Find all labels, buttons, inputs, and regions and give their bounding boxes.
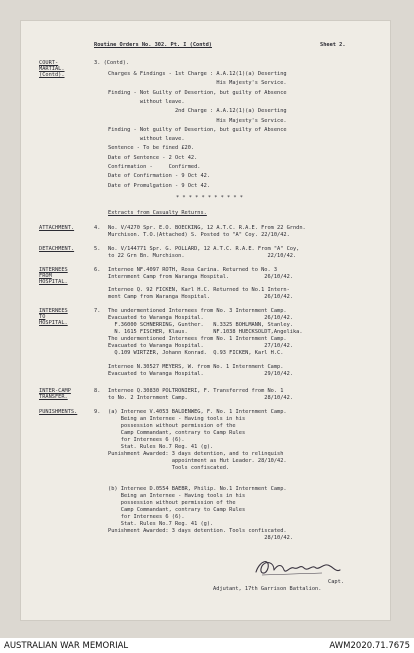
extracts-heading: Extracts from Casualty Returns.	[108, 210, 207, 216]
internees-from-hospital-label-2: FROM	[39, 273, 52, 279]
attachment-line: Murchison. T.O.(Attached) S. Posted to "A" Coy. 22/10/42.	[108, 231, 290, 238]
court-martial-line: Confirmation - Confirmed.	[108, 164, 201, 170]
footer-bar	[0, 638, 414, 653]
internees-from-hospital-number: 6.	[94, 267, 101, 273]
inter-camp-line: Internee Q.30830 POLTRONIERI, F. Transferred from No. 1	[108, 388, 284, 394]
routine-orders-title: Routine Orders No. 302. Pt. I (Contd)	[94, 42, 212, 48]
court-martial-line: His Majesty's Service.	[108, 117, 287, 124]
punishment-a-line: (a) Internee V.4053 BALDENWEG, F. No. 1 Internment Camp.	[108, 409, 287, 415]
internees-from-hospital-label-3: HOSPITAL.	[39, 279, 68, 285]
detachment-label: DETACHMENT.	[39, 246, 75, 252]
internees-to-hospital-number: 7.	[94, 308, 101, 314]
court-martial-line: Sentence - To be fined £20.	[108, 145, 195, 152]
punishment-a-line: Camp Commandant, contrary to Camp Rules	[108, 430, 246, 436]
court-martial-line: His Majesty's Service.	[108, 80, 287, 87]
internees-to-hospital-label-1: INTERNEES	[39, 308, 68, 314]
attachment-number: 4.	[94, 225, 101, 231]
court-martial-line: Date of Promulgation - 9 Oct 42.	[108, 182, 211, 189]
internees-from-hospital-line: Internee NF.4097 ROTH, Rosa Carina. Returned to No. 3	[108, 267, 278, 273]
court-martial-line: without leave.	[108, 136, 185, 143]
court-martial-label-2: MARTIAL.	[39, 66, 65, 72]
punishment-b-line: 28/10/42.	[108, 535, 293, 541]
internees-to-hospital-line: Q.109 WIRTZER, Johann Konrad. Q.93 FICKEN, Karl H.C.	[108, 350, 284, 356]
court-martial-line: Finding - Not guilty of Desertion, but guilty of Absence	[108, 126, 287, 133]
inter-camp-label-1: INTER-CAMP	[39, 388, 71, 394]
footer-institution: AUSTRALIAN WAR MEMORIAL	[4, 641, 129, 651]
detachment-line: to 22 Grn Bn. Murchison. 22/10/42.	[108, 252, 297, 259]
punishment-a-line: appointment as Hut Leader. 28/10/42.	[108, 458, 287, 464]
punishment-a-line: Punishment Awarded: 3 days detention, and to relinquish	[108, 451, 284, 457]
punishment-b-line: Stat. Rules No.7 Reg. 41 (g).	[108, 521, 214, 527]
court-martial-number: 3. (Contd).	[94, 60, 130, 66]
internees-to-hospital-line: N. 1615 FISCHER, Klaus. NF.1038 HUECKSOLDT,Angelika.	[108, 329, 303, 335]
attachment-line: No. V/4270 Spr. E.O. BOECKING, 12 A.T.C. R.A.E. From 22 Grndn.	[108, 225, 306, 231]
internees-to-hospital-line: The undermentioned Internees from No. 1 Internment Camp.	[108, 336, 287, 342]
signatory-appointment: Adjutant, 17th Garrison Battalion.	[213, 586, 322, 592]
signatory-rank: Capt.	[328, 579, 344, 585]
inter-camp-line: to No. 2 Internment Camp. 28/10/42.	[108, 394, 293, 401]
punishments-number: 9.	[94, 409, 101, 415]
section-divider-stars: * * * * * * * * * * *	[176, 195, 243, 201]
court-martial-line: Charges & Findings - 1st Charge : A.A.12(1)(a) Deserting	[108, 71, 287, 77]
sheet-number: Sheet 2.	[320, 42, 346, 48]
court-martial-line: without leave.	[108, 98, 185, 105]
punishment-a-line: possession without permission of the	[108, 423, 236, 429]
inter-camp-number: 8.	[94, 388, 101, 394]
punishment-b-line: Being an Internee - Having tools in his	[108, 493, 246, 499]
punishment-b-line: (b) Internee D.0554 BAEBR, Philip. No.1 Internment Camp.	[108, 486, 287, 492]
court-martial-line: Date of Sentence - 2 Oct 42.	[108, 154, 198, 161]
handwritten-signature	[252, 556, 342, 578]
internees-to-hospital-line: Evacuated to Waranga Hospital. 29/10/42.	[108, 371, 293, 377]
court-martial-label-3: (Contd).	[39, 72, 65, 78]
punishment-b-line: Camp Commandant, contrary to Camp Rules	[108, 507, 246, 513]
internees-to-hospital-line: F.36000 SCHNERRING, Gunther. N.3325 BOHLMANN, Stanley.	[108, 322, 293, 328]
court-martial-line: 2nd Charge : A.A.12(1)(a) Deserting	[108, 108, 287, 115]
court-martial-label-1: COURT-	[39, 60, 59, 66]
internees-to-hospital-label-2: TO	[39, 314, 46, 320]
internees-to-hospital-line: Evacuated to Waranga Hospital. 27/10/42.	[108, 343, 293, 349]
punishment-a-line: for Internees 6 (6).	[108, 437, 185, 443]
footer-accession-number: AWM2020.71.7675	[329, 641, 410, 651]
punishment-b-line: Punishment Awarded: 3 days detention. Tools confiscated.	[108, 528, 287, 534]
punishment-b-line: possession without permission of the	[108, 500, 236, 506]
internees-from-hospital-line: ment Camp from Waranga Hospital. 26/10/42.	[108, 294, 293, 301]
court-martial-line: Finding - Not Guilty of Desertion, but guilty of Absence	[108, 89, 287, 96]
internees-to-hospital-line: Internee N.30527 MEYERS, W. from No. 1 Internment Camp.	[108, 364, 284, 370]
punishment-a-line: Tools confiscated.	[108, 465, 230, 471]
punishment-a-line: Stat. Rules No.7 Reg. 41 (g).	[108, 444, 214, 450]
internees-to-hospital-line: Evacuated to Waranga Hospital. 26/10/42.	[108, 315, 293, 321]
court-martial-line: Date of Confirmation - 9 Oct 42.	[108, 173, 211, 180]
inter-camp-label-2: TRANSFER.	[39, 394, 68, 400]
internees-from-hospital-label-1: INTERNEES	[39, 267, 68, 273]
attachment-label: ATTACHMENT.	[39, 225, 75, 231]
internees-from-hospital-line: Internee Q. 92 FICKEN, Karl H.C. Returned to No.1 Intern-	[108, 287, 290, 294]
internees-to-hospital-label-3: HOSPITAL.	[39, 320, 68, 326]
detachment-number: 5.	[94, 246, 101, 252]
punishment-b-line: for Internees 6 (6).	[108, 514, 185, 520]
punishment-a-line: Being an Internee - Having tools in his	[108, 416, 246, 422]
punishments-label: PUNISHMENTS.	[39, 409, 78, 415]
internees-from-hospital-line: Internment Camp from Waranga Hospital. 26/10/42.	[108, 273, 293, 280]
internees-to-hospital-line: The undermentioned Internees from No. 3 Internment Camp.	[108, 308, 287, 314]
detachment-line: No. V/144771 Spr. G. POLLARD, 12 A.T.C. R.A.E. From "A" Coy,	[108, 246, 300, 252]
